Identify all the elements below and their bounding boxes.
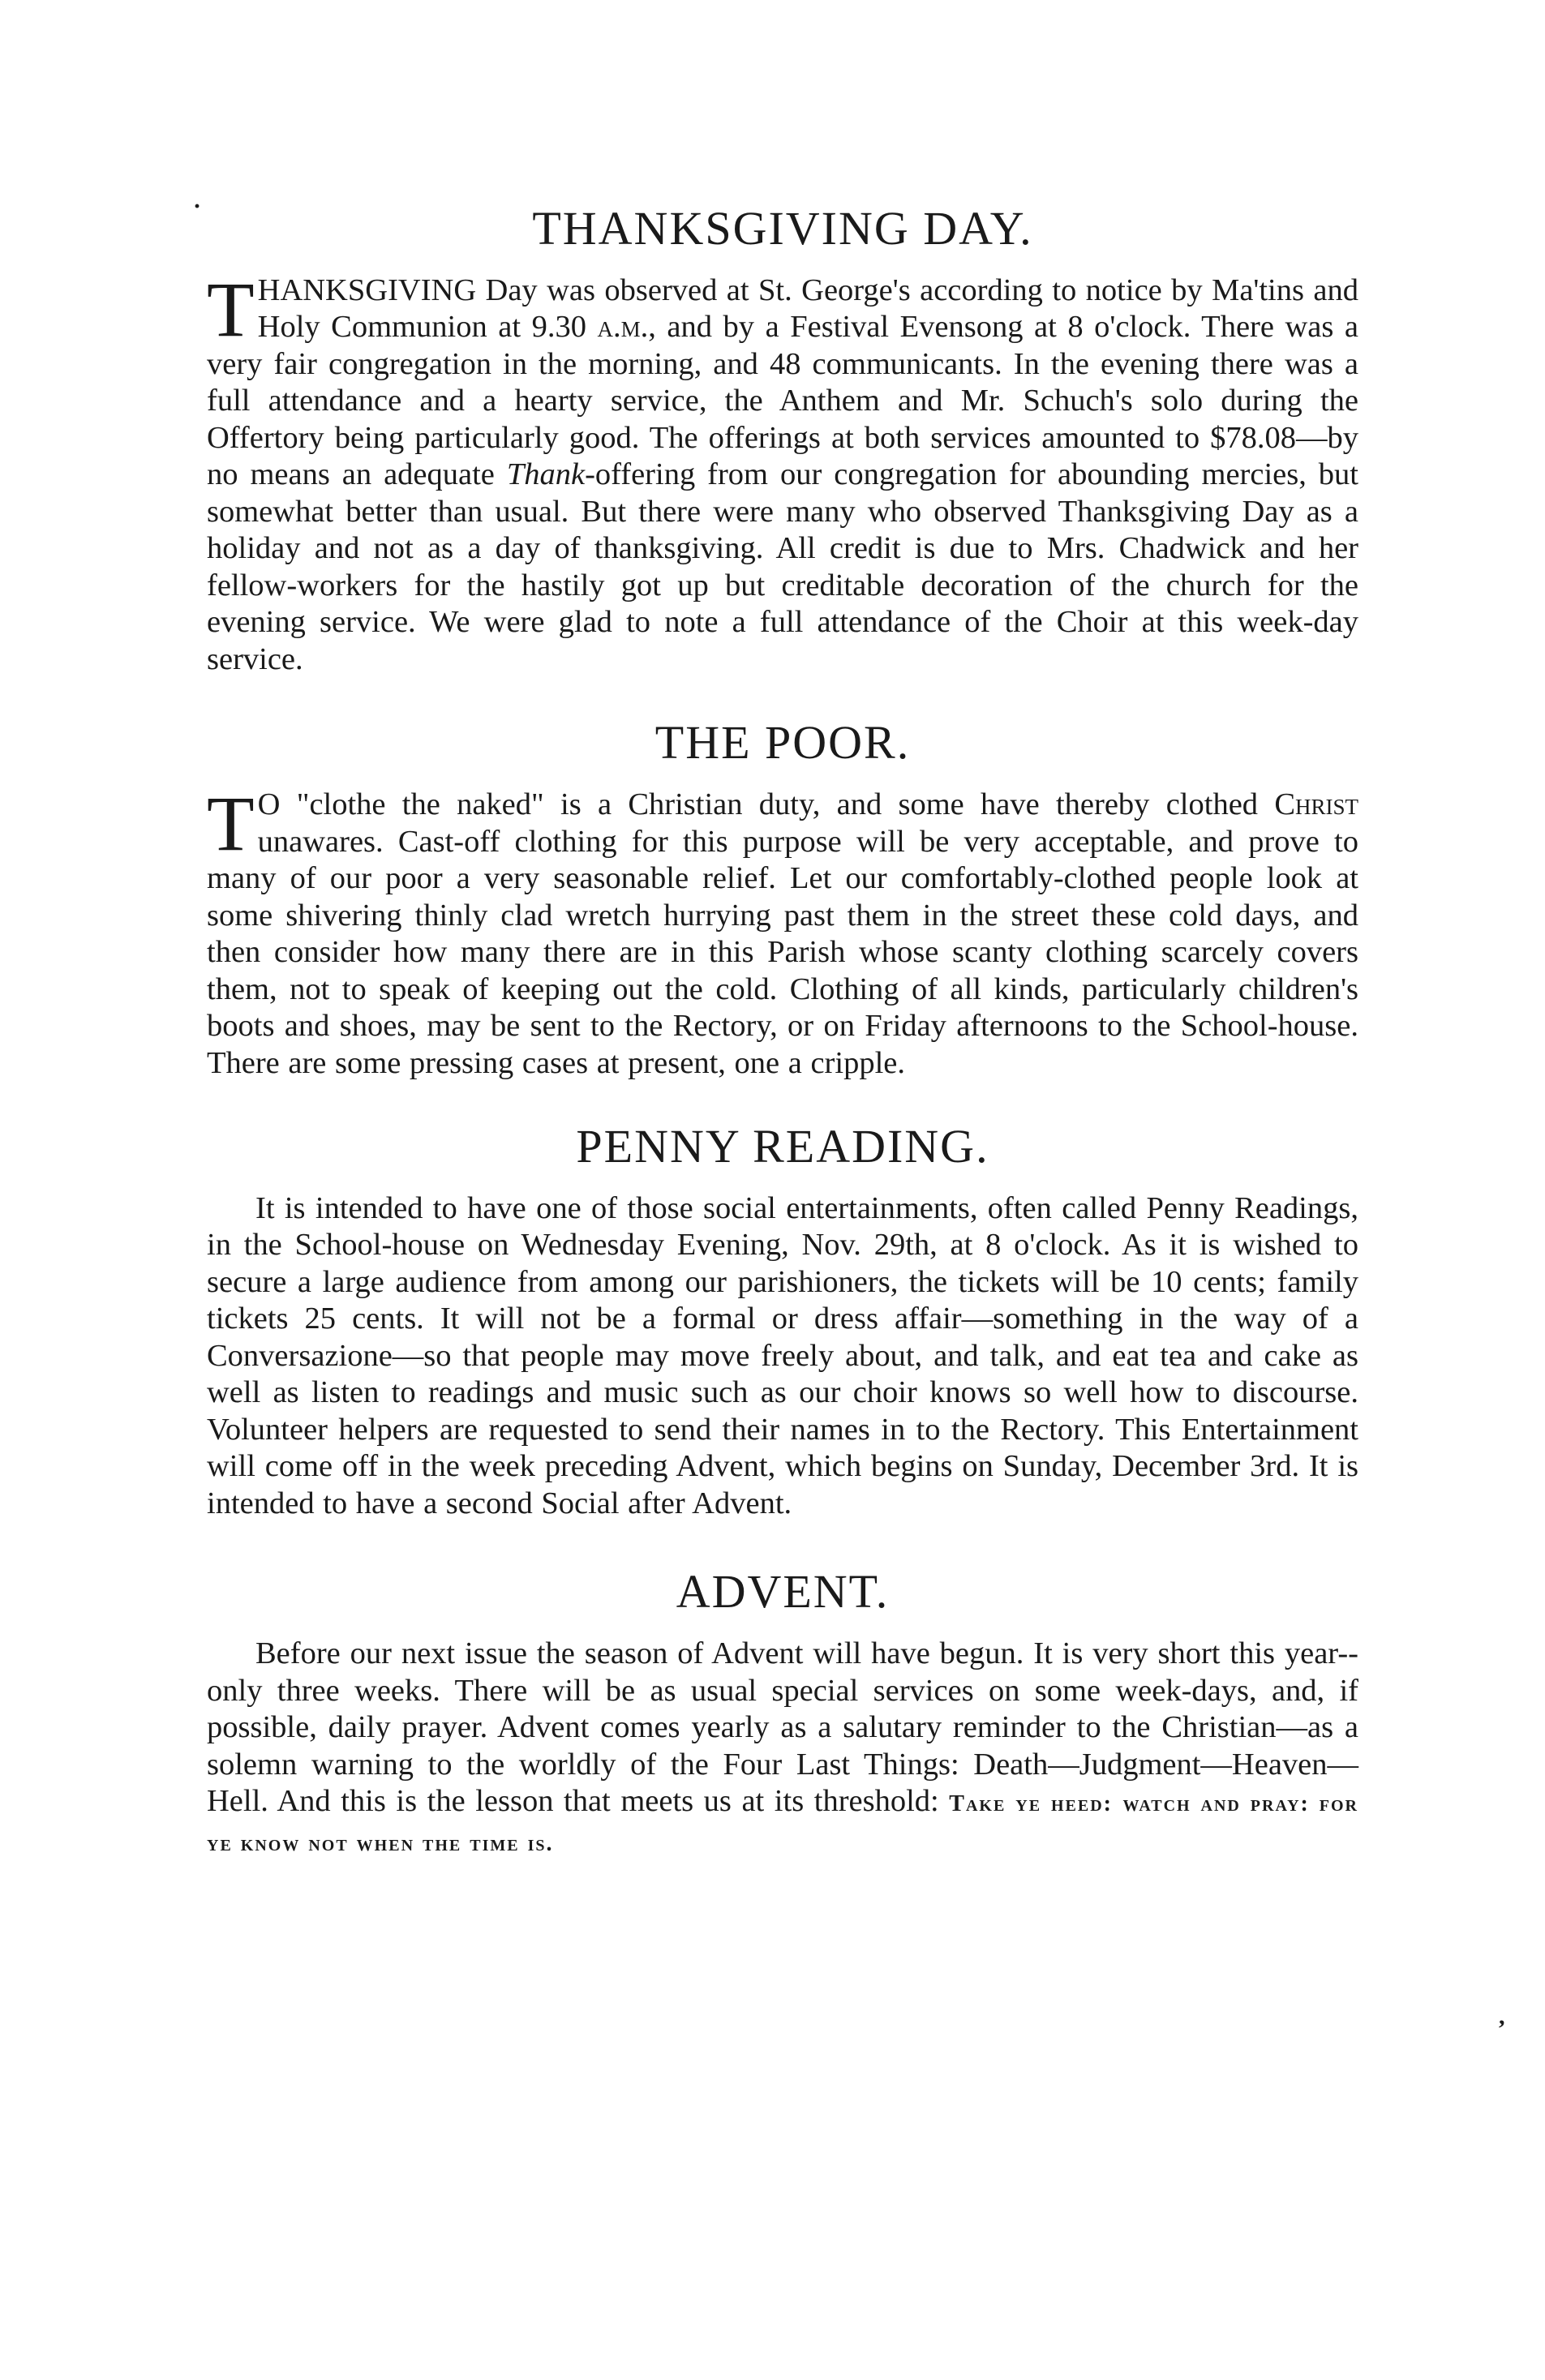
advent-text: Before our next issue the season of Advent will have begun. It is very short this year--only three weeks. There will be as usual special services on some week-days, and, if possible, daily prayer. Advent comes yearly as a salutary reminder to the Christian—as a solemn warning to the worldly of the Four Last Things: Death—Judgment—Heaven—Hell. And this is the lesson that meets us at its threshold:	[207, 1636, 1358, 1819]
poor-text-part-2: unawares. Cast-off clothing for this purpose will be very acceptable, and prove to many of our poor a very seasonable relief. Let our comfortably-clothed people look at some shivering thinly clad wretch hurrying past them in the street these cold days, and then consider how many there are in this Parish whose scanty clothing scarcely covers them, not to speak of keeping out the cold. Clothing of all kinds, particularly children's boots and shoes, may be sent to the Rectory, or on Friday afternoons to the School-house. There are some pressing cases at present, one a cripple.	[207, 824, 1358, 1080]
stray-tick-mark: ,	[1499, 2003, 1505, 2030]
thanksgiving-text-part-2: , and by a Festival Evensong at 8 o'clock. There was a very fair congregation in the morning, and 48 communicants. In the evening there was a full attendance and a hearty service, the Anthem and Mr. Schuch's solo during the Offertory being particularly good. The offerings at both services amounted to $78.08—by no means an adequate	[207, 310, 1358, 492]
poor-text-part-1: O "clothe the naked" is a Christian duty, and some have thereby clothed	[257, 787, 1275, 822]
poor-christ-smallcaps: Christ	[1274, 787, 1358, 822]
advent-closing-caps-2: watch and pray: for ye know not when the time is.	[207, 1791, 1358, 1856]
advent-closing-caps-1: Take ye heed:	[949, 1791, 1113, 1817]
section-title-advent: ADVENT.	[676, 1565, 890, 1619]
paragraph-advent	[207, 1636, 1358, 1862]
paragraph-penny-reading: It is intended to have one of those social entertainments, often called Penny Readings, in the School-house on Wednesday Evening, Nov. 29th, at 8 o'clock. As it is wished to secure a large audience from among our parishioners, the tickets will be 10 cents; family tickets 25 cents. It will not be a formal or dress affair—something in the way of a Conversazione—so that people may move freely about, and talk, and eat tea and cake as well as listen to readings and music such as our choir knows so well how to discourse. Volunteer helpers are requested to send their names in to the Rectory. This Entertainment will come off in the week preceding Advent, which begins on Sunday, December 3rd. It is intended to have a second Social after Advent.	[207, 1190, 1358, 1520]
section-title-poor: THE POOR.	[654, 716, 911, 770]
page	[207, 203, 1358, 1862]
paragraph-thanksgiving	[207, 265, 1358, 679]
thanksgiving-time-suffix: a.m.	[597, 310, 649, 345]
section-penny-reading	[207, 1121, 1358, 1522]
stray-dot-mark: ·	[193, 193, 202, 220]
thanksgiving-italic-thank: Thank	[506, 457, 586, 492]
drop-cap-poor: T	[207, 780, 255, 868]
paragraph-poor	[207, 780, 1358, 1082]
drop-cap-thanksgiving: T	[207, 265, 255, 353]
section-title-thanksgiving: THANKSGIVING DAY.	[532, 202, 1033, 255]
thanksgiving-text-part-3: -offering from our congregation for abounding mercies, but somewhat better than usual. But there were many who observed Thanksgiving Day as a holiday and not as a day of thanksgiving. All credit is due to Mrs. Chadwick and her fellow-workers for the hastily got up but creditable decoration of the church for the evening service. We were glad to note a full attendance of the Choir at this week-day service.	[207, 457, 1358, 676]
section-thanksgiving	[207, 203, 1358, 678]
section-poor	[207, 717, 1358, 1082]
thanksgiving-text-part-1: HANKSGIVING Day was observed at St. George's according to notice by Ma'tins and Holy Communion at 9.30	[257, 272, 1358, 345]
section-title-penny-reading: PENNY READING.	[576, 1120, 989, 1173]
section-advent	[207, 1566, 1358, 1862]
